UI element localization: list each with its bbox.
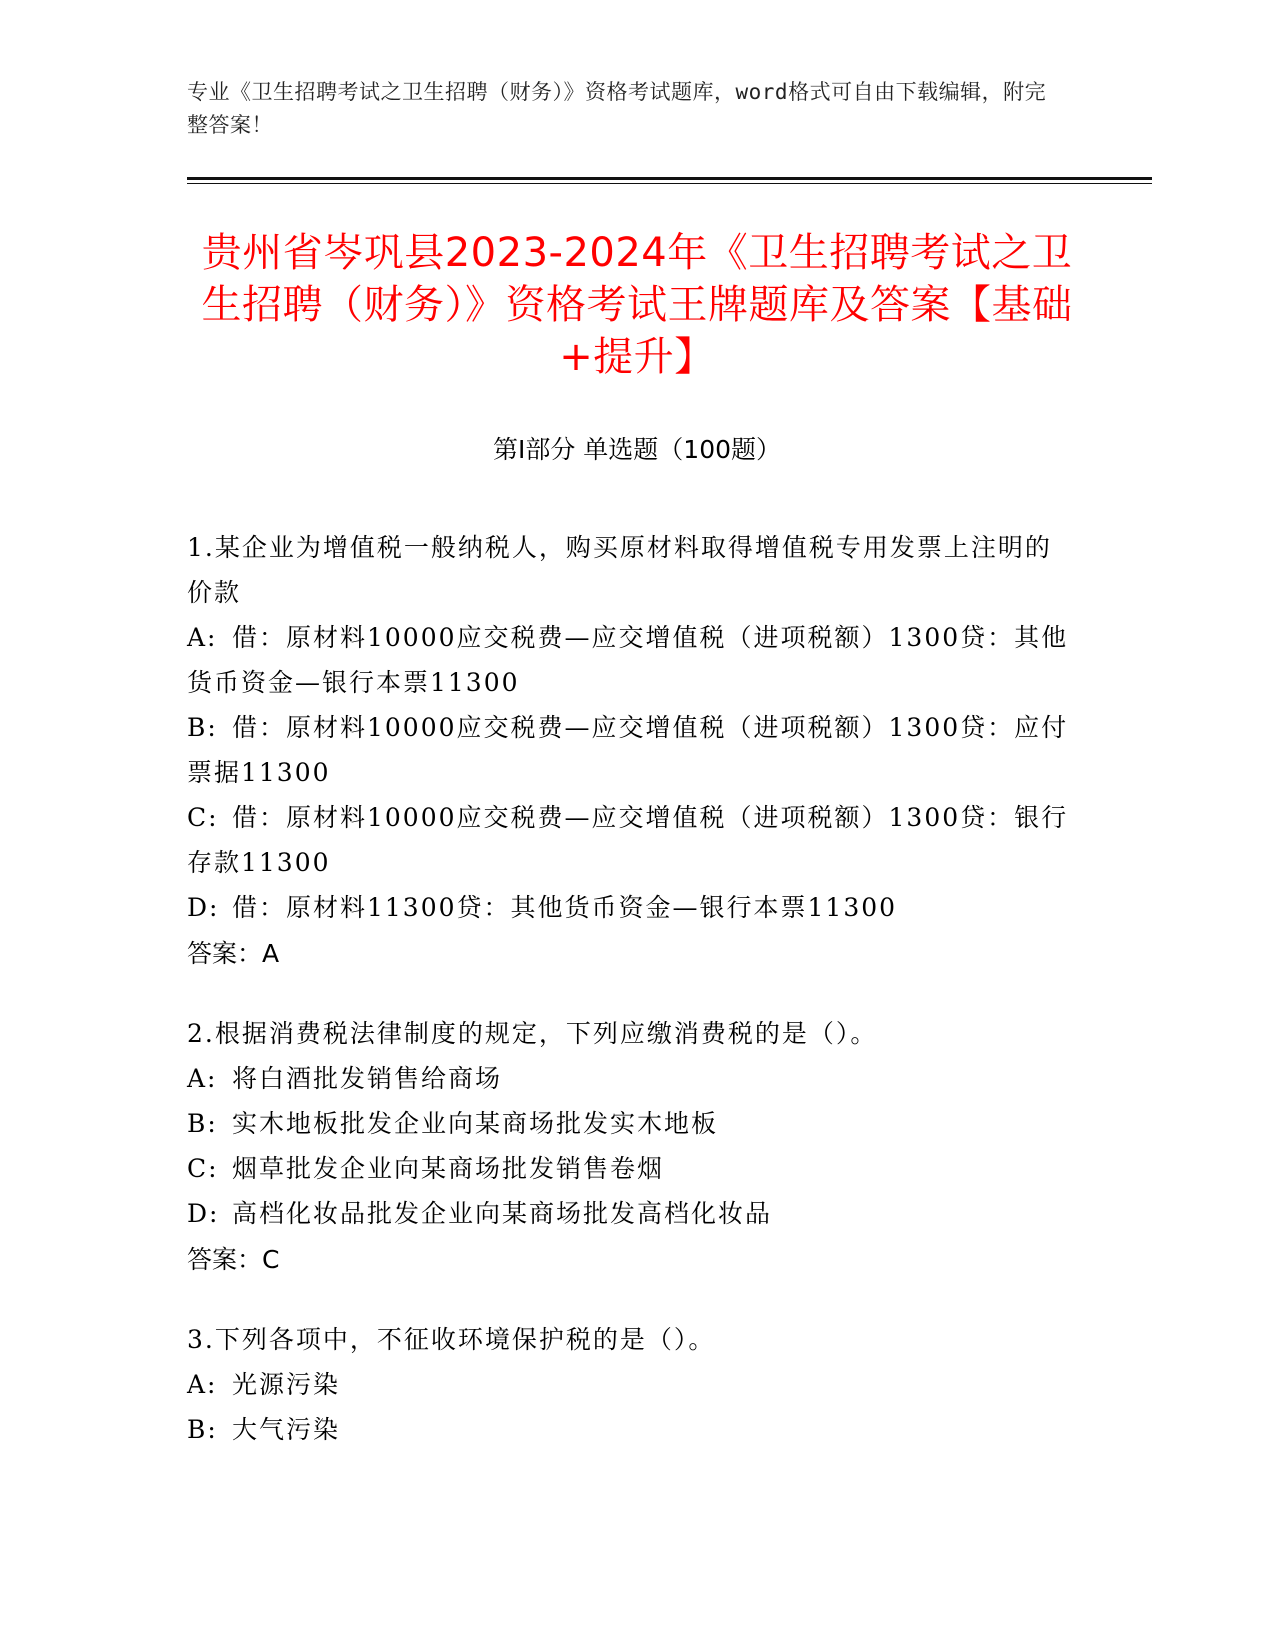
question-text: 1.某企业为增值税一般纳税人，购买原材料取得增值税专用发票上注明的价款 — [187, 533, 1052, 607]
answer-line: 答案：A — [187, 939, 280, 968]
header-rule-thick — [187, 177, 1152, 180]
option-text: 借：原材料10000应交税费—应交增值税（进项税额）1300贷：应付票据11300 — [187, 713, 1069, 787]
option-label: D: — [187, 893, 220, 922]
option-label: A: — [187, 1370, 218, 1399]
option-label: C: — [187, 803, 219, 832]
option-a — [187, 1056, 1077, 1101]
option-text: 大气污染 — [232, 1415, 341, 1444]
question-text: 2.根据消费税法律制度的规定，下列应缴消费税的是（）。 — [187, 1019, 878, 1048]
option-text: 实木地板批发企业向某商场批发实木地板 — [232, 1109, 719, 1138]
option-text: 将白酒批发销售给商场 — [232, 1064, 503, 1093]
option-b — [187, 1101, 1077, 1146]
option-text: 借：原材料11300贷：其他货币资金—银行本票11300 — [232, 893, 898, 922]
option-text: 借：原材料10000应交税费—应交增值税（进项税额）1300贷：银行存款11300 — [187, 803, 1069, 877]
question-text: 3.下列各项中，不征收环境保护税的是（）。 — [187, 1325, 716, 1354]
question-1 — [187, 525, 1077, 976]
section-heading: 第Ⅰ部分 单选题（100题） — [492, 435, 782, 464]
option-label: D: — [187, 1199, 220, 1228]
option-label: B: — [187, 713, 218, 742]
option-d — [187, 1191, 1077, 1236]
question-3 — [187, 1317, 1077, 1452]
option-label: B: — [187, 1415, 218, 1444]
option-d — [187, 885, 1077, 930]
option-text: 借：原材料10000应交税费—应交增值税（进项税额）1300贷：其他货币资金—银行本票11300 — [187, 623, 1069, 697]
option-label: B: — [187, 1109, 218, 1138]
option-text: 光源污染 — [232, 1370, 341, 1399]
option-b — [187, 705, 1077, 795]
document-title: 贵州省岑巩县2023-2024年《卫生招聘考试之卫生招聘（财务）》资格考试王牌题库及答案【基础+提升】 — [201, 230, 1073, 380]
option-c — [187, 1146, 1077, 1191]
option-text: 烟草批发企业向某商场批发销售卷烟 — [232, 1154, 665, 1183]
option-label: C: — [187, 1154, 219, 1183]
header-note: 专业《卫生招聘考试之卫生招聘（财务）》资格考试题库，word格式可自由下载编辑，附完整答案！ — [187, 80, 1047, 137]
header-rule-thin — [187, 183, 1152, 184]
option-text: 高档化妆品批发企业向某商场批发高档化妆品 — [232, 1199, 773, 1228]
option-label: A: — [187, 1064, 218, 1093]
question-list — [187, 525, 1077, 1487]
option-c — [187, 795, 1077, 885]
option-b — [187, 1407, 1077, 1452]
answer-line: 答案：C — [187, 1245, 280, 1274]
option-a — [187, 615, 1077, 705]
option-label: A: — [187, 623, 218, 652]
option-a — [187, 1362, 1077, 1407]
question-2 — [187, 1011, 1077, 1282]
